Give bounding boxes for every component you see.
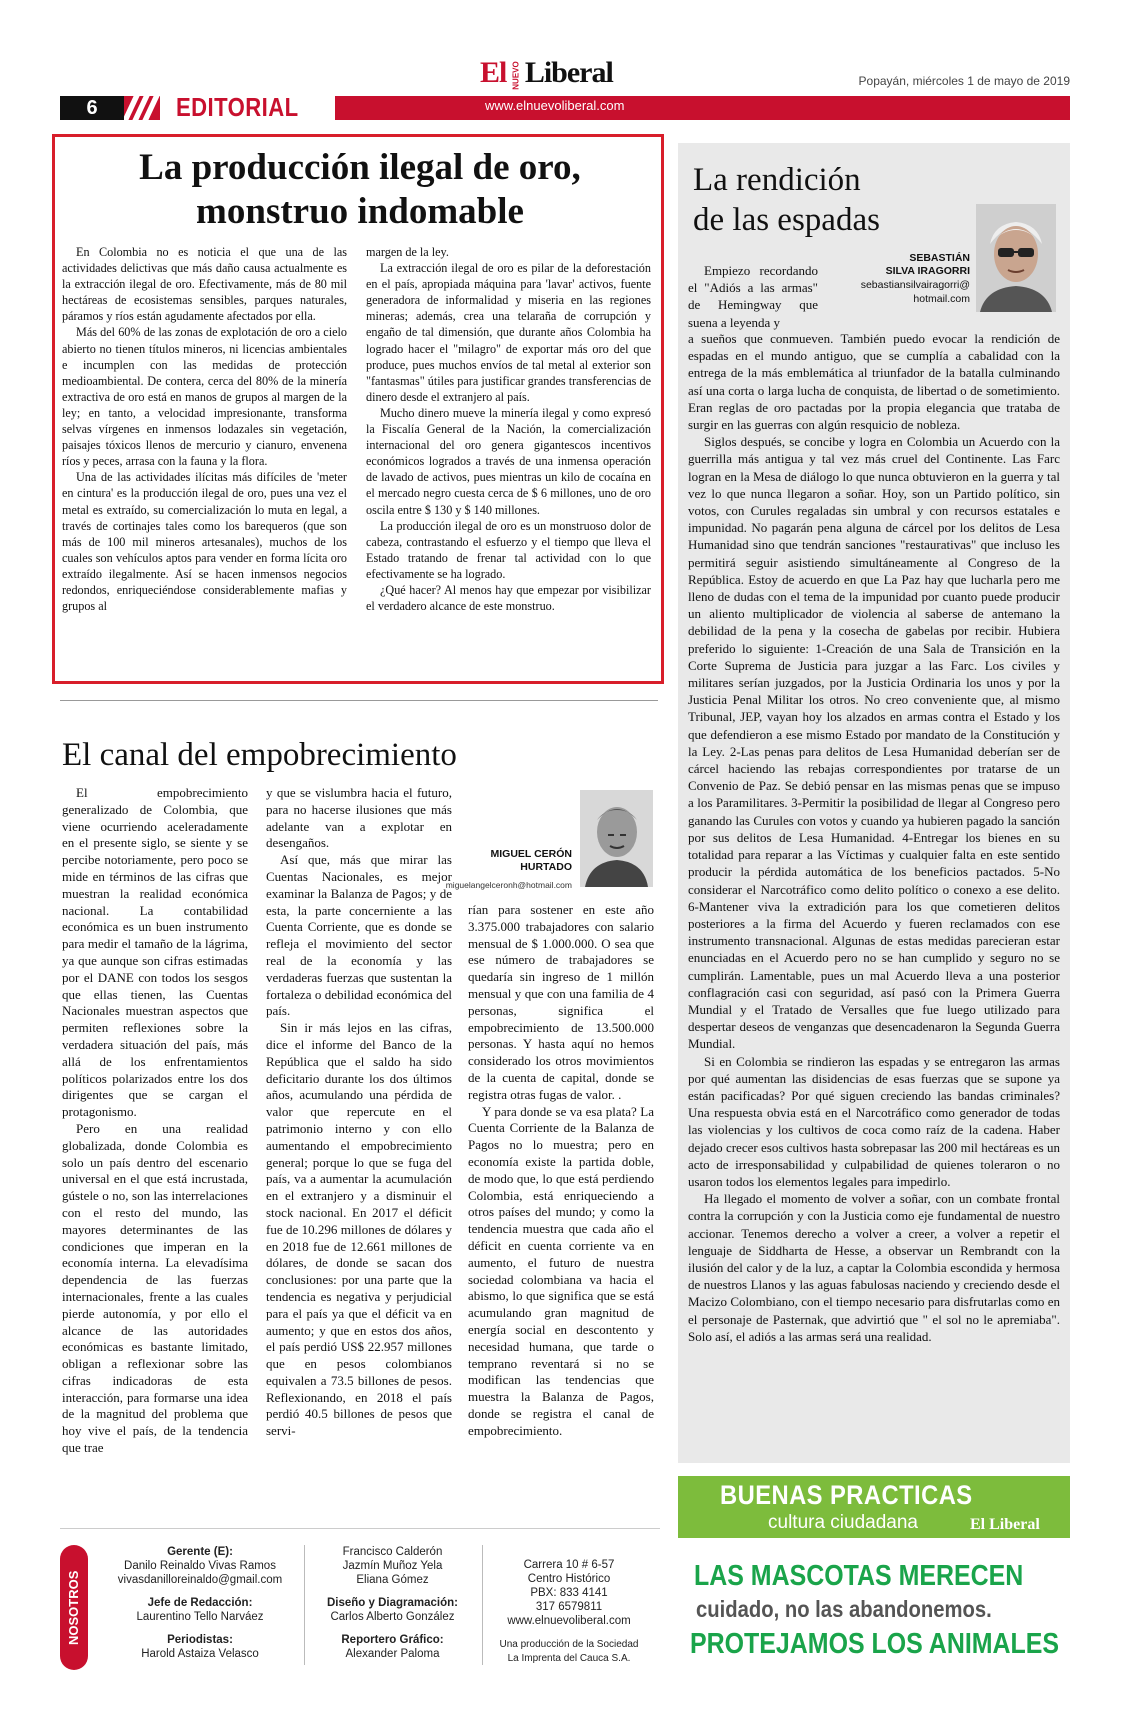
editorial-title-line: monstruo indomable: [196, 191, 524, 232]
canal-article-title: El canal del empobrecimiento: [62, 737, 457, 773]
staff-name: Francisco Calderón: [342, 1546, 443, 1558]
author-photo-silva: [976, 204, 1056, 312]
section-label: EDITORIAL: [176, 92, 299, 122]
website-link[interactable]: www.elnuevoliberal.com: [507, 1615, 631, 1627]
author-email-silva[interactable]: [830, 278, 970, 306]
staff-name: Laurentino Tello Narváez: [136, 1611, 264, 1623]
canal-column-3: [468, 902, 654, 1440]
rendicion-body: [688, 330, 1060, 1345]
canal-column-1: [62, 785, 248, 1457]
author-name-line: HURTADO: [520, 861, 572, 873]
paragraph: Mucho dinero mueve la minería ilegal y como expresó la Fiscalía General de la Nación, la comercialización internacional del oro genera gigantescos incentivos económicos logrados a través de una inmensa operación de lavado de activos, pues mientras un kilo de cocaína en el mercado negro cuesta cerca de $ 6 millones, uno de oro oscila entre $ 130 y $ 140 millones.: [366, 405, 651, 517]
paragraph: ¿Qué hacer? Al menos hay que empezar por visibilizar el verdadero alcance de este monstruo.: [366, 582, 651, 614]
paragraph: Pero en una realidad globalizada, donde Colombia es solo un país dentro del escenario universal en el que está incrustada, gústele o no, son las interrelaciones con el resto del mundo, las mayores determinantes de las condiciones que imperan en la economía interna. La elevadísima dependencia de las fuerzas internacionales, frente a las cuales pierde autonomía, y por ello el alcance de las autoridades económicas es bastante limitado, obligan a reflexionar sobre las cifras indicadoras de esta interacción, para formarse una idea de la magnitud del problema que hoy vive el país, de la tendencia que trae: [62, 1120, 248, 1456]
author-photo-ceron: [580, 790, 653, 887]
paragraph: El empobrecimiento generalizado de Colombia, que viene ocurriendo aceleradamente en el presente siglo, se siente y se percibe notoriamente, pero poco se mide en términos de las cifras que muestran la realidad económica nacional. La contabilidad económica es un buen instrumento para medir el tamaño de la lágrima, ya que aunque son cifras estimadas por el DANE con todos los sesgos que ellas tienen, las Cuentas Nacionales muestran aspectos que permiten reflexiones sobre la verdadera situación del país, más allá de los enfrentamientos políticos polarizados entre los dos dirigentes que se cargan el protagonismo.: [62, 785, 248, 1120]
section-divider: [60, 700, 658, 701]
staff-name: Eliana Gómez: [356, 1574, 429, 1586]
footer-column-divider: [482, 1545, 483, 1665]
editorial-title: [60, 146, 660, 234]
footer-staff-column-1: [100, 1545, 300, 1661]
email-line: hotmail.com: [913, 293, 970, 305]
nosotros-label: NOSOTROS: [66, 1570, 81, 1645]
ad-title: BUENAS PRACTICAS: [720, 1480, 973, 1510]
paragraph: Sin ir más lejos en las cifras, dice el informe del Banco de la República que el saldo ha sido deficitario durante los dos últimos años, acumulando una pérdida de valor que repercute en el patrimonio interno y con ello aumentando el empobrecimiento general; porque lo que se fuga del país, va a aumentar la acumulación en el extranjero y a disminuir el stock nacional. En 2017 el déficit fue de 10.296 millones de dólares y en 2018 fue de 12.661 millones de dólares, de donde se sacan dos conclusiones: por una parte que la tendencia es negativa y perjudicial para el país ya que el déficit va en aumento; y que en estos dos años, el país perdió US$ 22.957 millones que en pesos colombianos equivalen a 73.5 billones de pesos. Reflexionando, en 2018 el país perdió 40.5 billones de pesos que servi-: [266, 1020, 452, 1439]
address-line: Centro Histórico: [527, 1573, 611, 1585]
author-name-line: MIGUEL CERÓN: [490, 848, 572, 860]
paragraph: La producción ilegal de oro es un monstruoso dolor de cabeza, contrastando el esfuerzo y el tiempo que lleva el Estado tratando de frenar tal actividad con lo que efectivamente se ha logrado.: [366, 518, 651, 581]
paragraph: La extracción ilegal de oro es pilar de la deforestación en el país, apropiada máquina para 'lavar' activos, fuente generadora de informalidad y miseria en las regiones mineras; además, crea una telaraña de corrupción y engaño de tal dimensión, que durante años Colombia ha logrado hacer el "milagro" de exportar más oro del que produce, pues muchos envíos de tal metal al exterior son "fantasmas" útiles para justificar grandes transferencias de dinero desde el extranjero al país.: [366, 261, 651, 404]
credit-line: Una producción de la Sociedad: [499, 1639, 639, 1650]
title-line: La rendición: [693, 162, 861, 198]
logo-liberal: Liberal: [524, 56, 613, 89]
staff-role: Reportero Gráfico:: [341, 1634, 444, 1646]
paragraph: rían para sostener en este año 3.375.000 trabajadores con salario mensual de $ 1.000.000. O sea que ese número de trabajadores se quedaría sin ingreso de 1 millón mensual y que con una familia de 4 personas, significa el empobrecimiento de 13.500.000 personas. Y hasta aquí no hemos considerado los otros movimientos de la cuenta de capital, donde se registra otras fugas de valor. .: [468, 902, 654, 1102]
editorial-column-2: [366, 244, 651, 614]
staff-name: Jazmín Muñoz Yela: [342, 1560, 443, 1572]
address-line: Carrera 10 # 6-57: [523, 1559, 615, 1571]
paragraph: Más del 60% de las zonas de explotación de oro a cielo abierto no tienen títulos mineros, ni licencias ambientales e incumplen con las medidas de protección medioambiental. De contera, cerca del 80% de la minería extractiva de oro está en manos de grupos al margen de la ley; en tanto, a velocidad impresionante, transforma selvas vírgenes en inmensos lodazales sin vegetación, paisajes tóxicos llenos de mercurio y cianuro, envenena ríos y peces, arrasa con la fauna y la flora.: [62, 325, 347, 469]
editorial-column-1: [62, 244, 347, 614]
staff-name: Carlos Alberto González: [330, 1611, 455, 1623]
paragraph: En Colombia no es noticia el que una de las actividades delictivas que más daño causa actualmente es la extracción ilegal de oro. Efectivamente, más de 80 mil hectáreas de ecosistemas sensibles, parques naturales, páramos y ríos están agudamente afectados por ella.: [62, 245, 347, 324]
ad-headline-2: cuidado, no las abandonemos.: [696, 1596, 992, 1622]
staff-name: Harold Astaiza Velasco: [141, 1648, 259, 1660]
staff-email[interactable]: vivasdanilloreinaldo@gmail.com: [117, 1574, 283, 1586]
ad-subtitle: cultura ciudadana: [768, 1512, 918, 1533]
email-line: sebastiansilvairagorri@: [860, 279, 970, 291]
ad-logo: El Liberal: [970, 1516, 1040, 1533]
editorial-title-line: La producción ilegal de oro,: [139, 147, 581, 188]
author-email-ceron[interactable]: miguelangelceronh@hotmail.com: [445, 880, 572, 890]
footer-contact-column: [484, 1558, 654, 1666]
paragraph: Ha llegado el momento de volver a soñar, con un combate frontal contra la corrupción y con la Justicia como eje fundamental de nuestro accionar. Tenemos derecho a volver a creer, a volver a repetir el lenguaje de Siddharta de Hesse, a observar un Rembrandt con la ilusión del calor y de la luz, a captar la Colombia escondida y hermosa de nuestros Llanos y las aguas fabulosas naciendo y creciendo desde el Macizo Colombiano, con el tiempo necesario para disfrutarlas como en el personaje de Pasternak, que advirtió que " el sol no le apremiaba". Solo así, el adiós a las armas será una realidad.: [688, 1191, 1060, 1344]
logo-el: El: [480, 56, 507, 89]
author-name-line: SILVA IRAGORRI: [885, 265, 970, 277]
staff-name: Alexander Paloma: [345, 1648, 440, 1660]
newspaper-logo: [480, 56, 613, 90]
canal-column-2: [266, 785, 452, 1440]
staff-role: Jefe de Redacción:: [147, 1597, 253, 1609]
ad-headline-1: LAS MASCOTAS MERECEN: [694, 1560, 1024, 1592]
page-number: 6: [60, 96, 124, 120]
paragraph: margen de la ley.: [366, 245, 449, 259]
paragraph: Así que, más que mirar las Cuentas Nacionales, es mejor examinar la Balanza de Pagos; y de esta, la parte concerniente a las Cuenta Corriente, que es donde se refleja el movimiento del sector real de la economía y las verdaderas fuerzas que sustentan la fortaleza o debilidad económica del país.: [266, 852, 452, 1019]
paragraph: Si en Colombia se rindieron las espadas y se entregaron las armas por qué aumentan las disidencias de esas fuerzas que se supone ya están pacificadas? Por qué siguen creciendo las bandas criminales? Una respuesta obvia está en el Narcotráfico como generador de todas las violencias y los cultivos de coca como raíz de la cadena. Haber dejado crecer esos cultivos hasta sobrepasar las 200 mil hectáreas es un acto de irresponsabilidad y culpabilidad de quienes toleraron o no usaron todos los elementos legales para impedirlo.: [688, 1053, 1060, 1189]
author-name-ceron: [440, 848, 572, 874]
rendicion-article-title: [693, 160, 880, 240]
paragraph: y que se vislumbra hacia el futuro, para no hacerse ilusiones que más adelante van a explotar en desengaños.: [266, 785, 452, 851]
rendicion-intro: [688, 262, 818, 331]
paragraph: Empiezo recordando el "Adiós a las armas" de Hemingway que suena a leyenda y: [688, 263, 818, 330]
paragraph: Siglos después, se concibe y logra en Colombia un Acuerdo con la guerrilla más antigua y tal vez más cruel del Continente. Las Farc logran en la Mesa de diálogo lo que nunca obtuvieron en la guerra y tal vez lo que nunca llegaron a soñar. Hoy, son un Partido político, sin votos, con Curules regaladas sin umbral y con recursos estatales e impunidad. No pagarán pena alguna de cárcel por los delitos de Lesa Humanidad sino que tendrán sanciones "restaurativas" que incluso les permitirá seguir asistiendo simultáneamente al Congreso de la República. Estoy de acuerdo en que La Paz hay que lucharla pero me lleno de dudas con el tema de la impunidad por cuanto puede producir un aliento multiplicador de violencia al saberse de antemano la debilidad de la pena y la cosecha de gabelas por recibir. Hubiera preferido lo siguiente: 1-Creación de una Sala de Transición en la Corte Suprema de Justicia para juzgar a las Farc. Los civiles y militares serían juzgados, por la Justicia Ordinaria los unos y por la Justicia Penal Militar los otros. No creo conveniente que, al mismo Tribunal, JEP, vayan hoy los alzados en armas contra el Estado y los que defendieron a ese mismo Estado por mandato de la Constitución y la Ley. 2-Las penas para delitos de Lesa Humanidad deberían ser de cárcel haciendo las rebajas correspondientes por tratarse de un Convenio de Paz. Se debió pensar en las mismas penas que se impuso a los Paramilitares. 3-Permitir la posibilidad de llegar al Congreso pero ganando las Curules con votos y cuando ya hubieren pagado la sanción por sus delitos de Lesa Humanidad. 4-Entregar los bienes en su totalidad para reparar a las Víctimas y cualquier falta en este sentido producir la pérdida automática de los beneficios pactados. 5-No considerar el Narcotráfico como delito político o conexo a ese delito. 6-Mantener viva la extradición para los que cometieren delitos posteriores a la firma del Acuerdo y fueren reclamados con ese instrumento transnacional. Algunas de estas medidas parecieran estar enunciadas en el Acuerdo pero no se han cumplido y seguro no se cumplirán. Lamentable, pues un mal Acuerdo lleva a una posterior conflagración casi con seguridad, así pasó con la Primera Guerra Mundial y el Tratado de Versalles que fue luego utilizado para despertar deseos de venganzas que desencadenaron la Segunda Guerra Mundial.: [688, 434, 1060, 1052]
author-name-line: SEBASTIÁN: [909, 252, 970, 264]
author-name-silva: [838, 252, 970, 278]
staff-role: Periodistas:: [167, 1634, 233, 1646]
ad-headline-3: PROTEJAMOS LOS ANIMALES: [690, 1628, 1060, 1660]
staff-name: Danilo Reinaldo Vivas Ramos: [124, 1560, 276, 1572]
phone-line: 317 6579811: [535, 1601, 603, 1613]
paragraph: Y para donde se va esa plata? La Cuenta Corriente de la Balanza de Pagos no lo muestra; pero en economía existe la partida doble, de modo que, lo que está perdiendo Colombia, está enriqueciendo a otros países del mundo; y como la tendencia muestra que cada año el déficit en cuenta corriente va en aumento, el futuro de nuestra sociedad colombiana va hacia el abismo, lo que significa que se está acumulando gran magnitud de energía social en descontento y necesidad humana, que tarde o temprano reventará si no se modifican las tendencias que muestra la Balanza de Pagos, donde se registra el canal de empobrecimiento.: [468, 1103, 654, 1438]
paragraph: Una de las actividades ilícitas más difíciles de 'meter en cintura' es la producción ilegal de oro, pues una vez el metal es extraído, su comercialización lo muta en legal, a través de cortinajes tales como los barequeros (que son más de 100 mil mineros artesanales), muchos de los cuales son vehículos aptos para vender en forma lícita oro extraído ilegalmente. Así se hacen inmensos negocios redondos, enriqueciéndose considerablemente mafias y grupos al: [62, 470, 347, 614]
staff-role: Gerente (E):: [167, 1546, 233, 1558]
paragraph: a sueños que conmueven. También puedo evocar la rendición de espadas en el mundo antiguo, que se cumplía a cabalidad con la entrega de la más emblemática al triunfador de la batalla culminando así una corta o larga lucha de conquista, de libertad o de sometimiento. Eran reglas de oro pactadas por la propia elegancia que trataba de surgir en las guerras con algún resquicio de nobleza.: [688, 331, 1060, 433]
site-url[interactable]: www.elnuevoliberal.com: [485, 98, 625, 113]
logo-nuevo: NUEVO: [512, 60, 522, 90]
publication-date: Popayán, miércoles 1 de mayo de 2019: [858, 74, 1070, 88]
footer-staff-column-2: [305, 1545, 480, 1661]
staff-role: Diseño y Diagramación:: [326, 1597, 458, 1609]
credit-line: La Imprenta del Cauca S.A.: [507, 1653, 631, 1664]
phone-line: PBX: 833 4141: [530, 1587, 608, 1599]
title-line: de las espadas: [693, 202, 880, 238]
footer-divider: [60, 1528, 660, 1529]
